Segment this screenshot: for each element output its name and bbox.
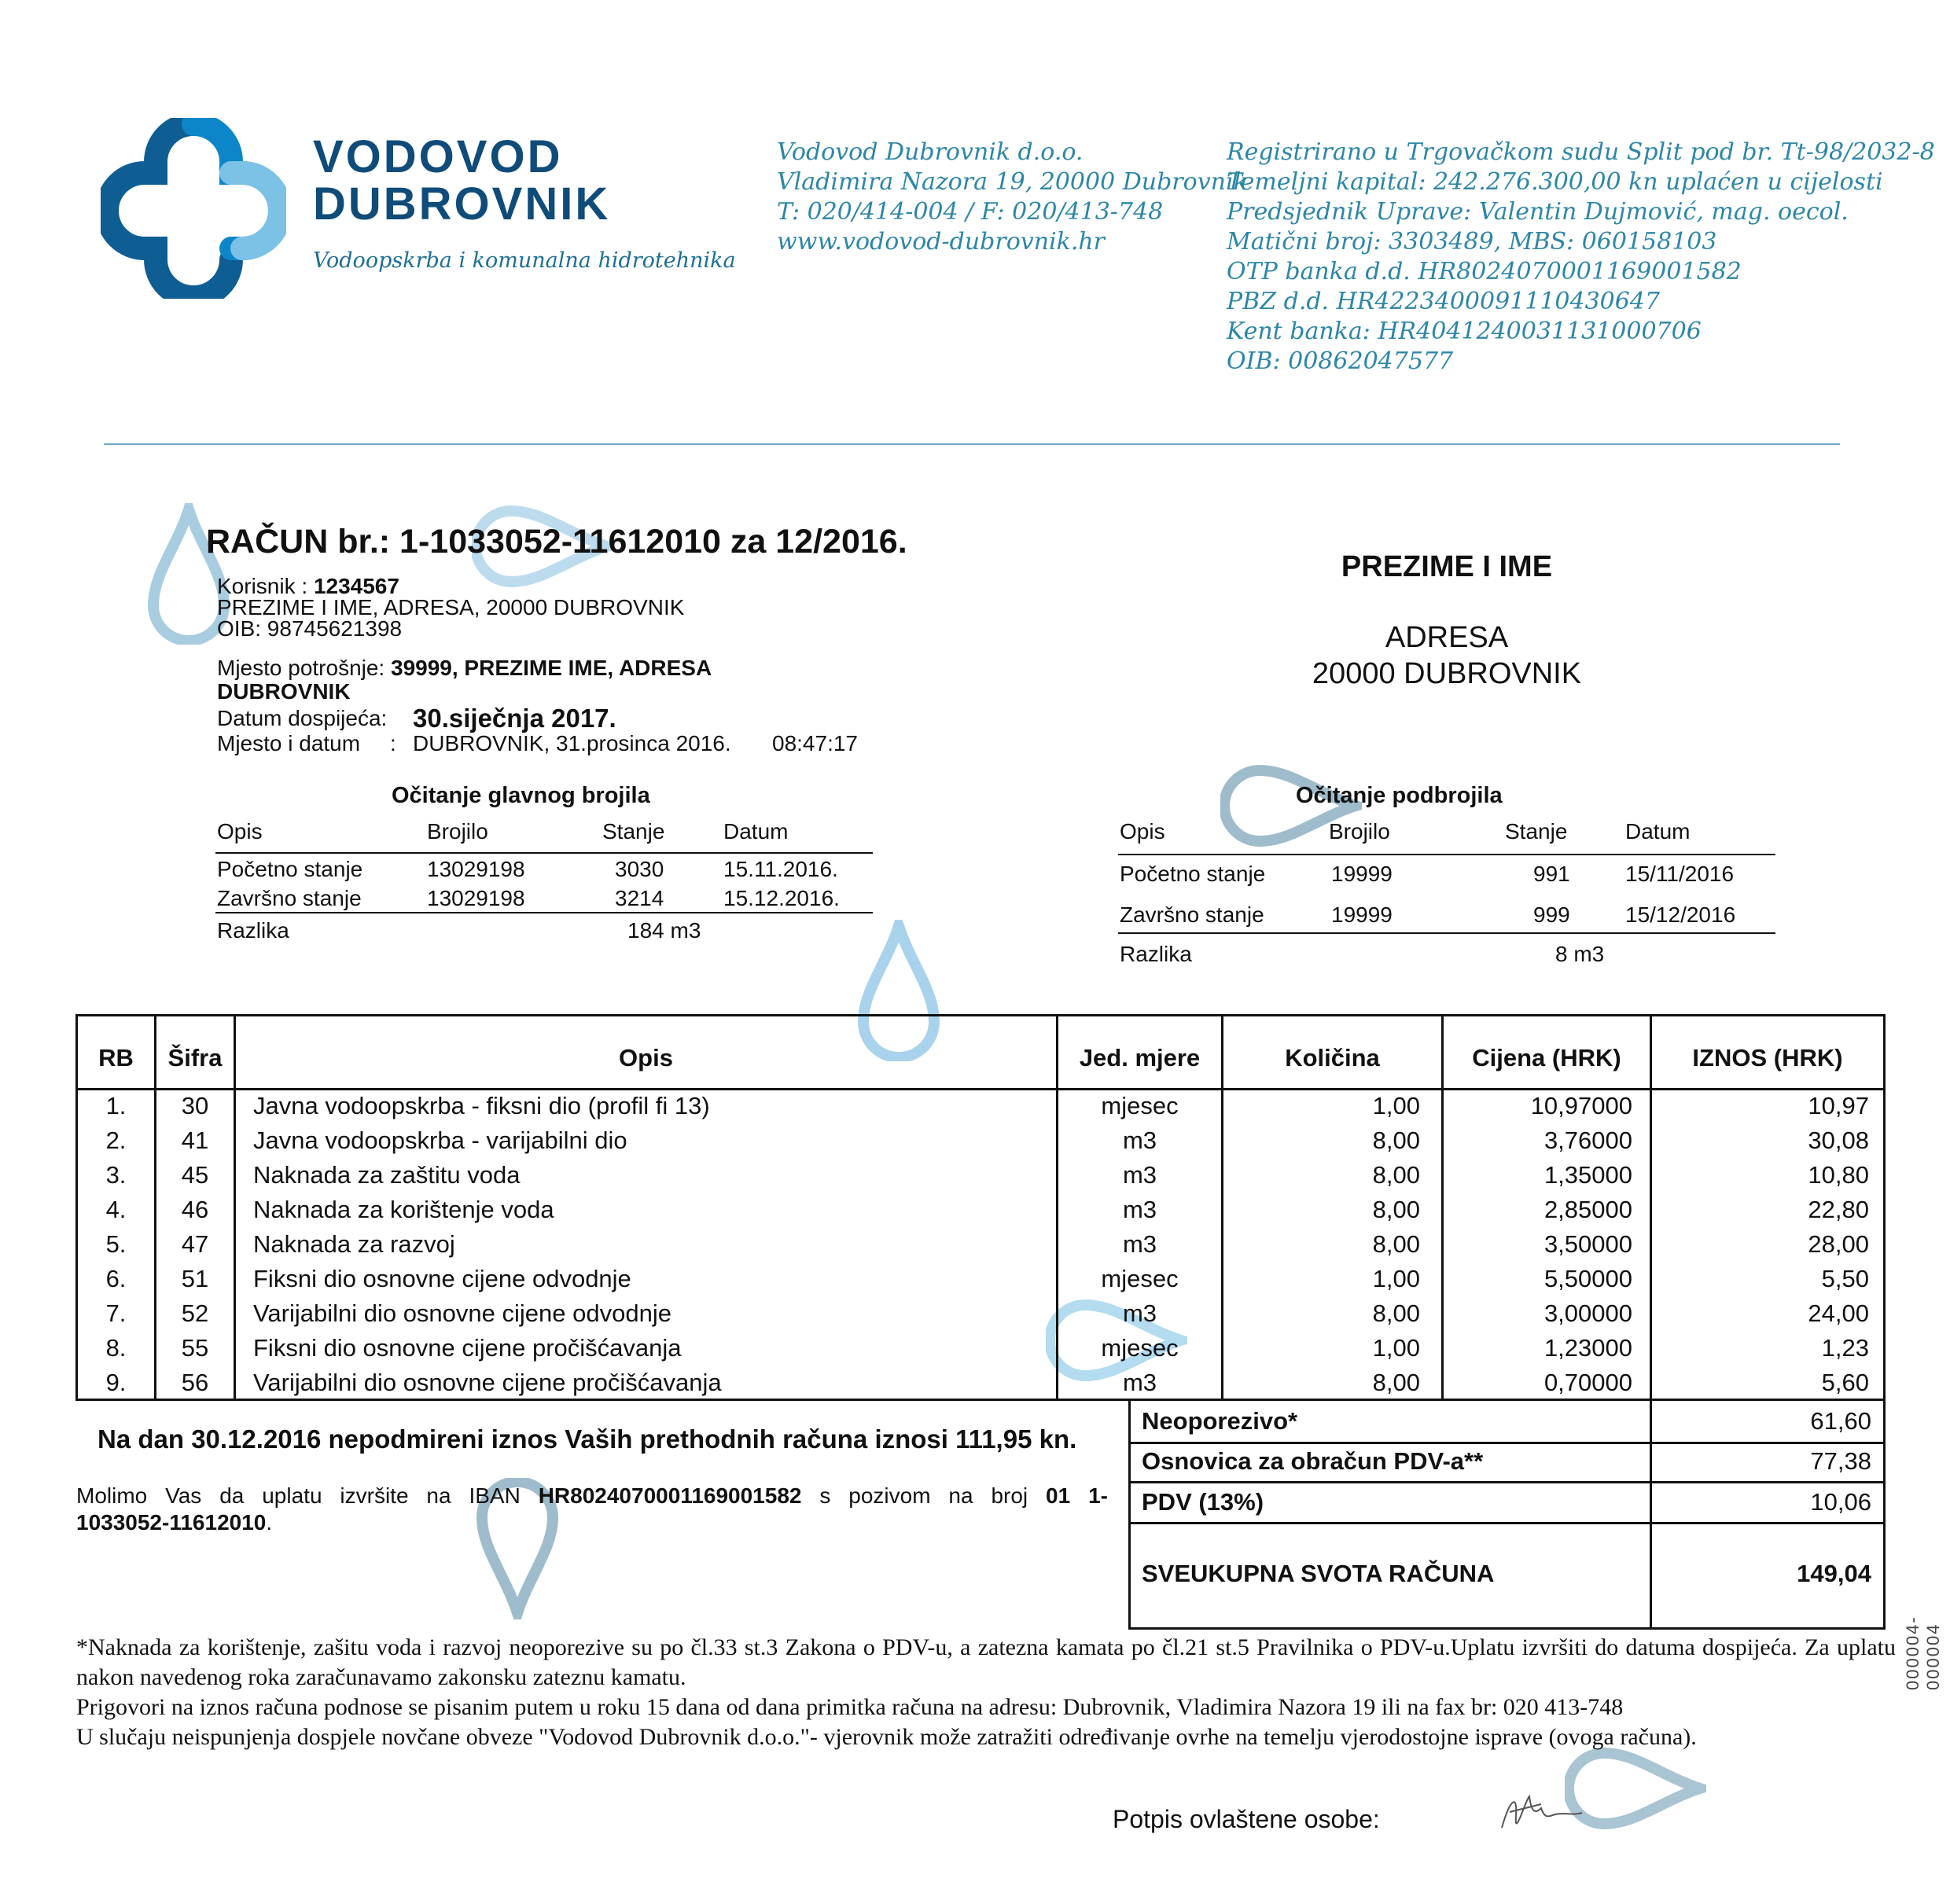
cell-cijena: 0,70000 [1543, 1369, 1632, 1396]
place-date-label: Mjesto i datum [217, 731, 361, 755]
main-meter-row-opis: Završno stanje [217, 886, 362, 910]
cell-kolicina: 8,00 [1372, 1369, 1420, 1396]
customer-block [217, 575, 684, 639]
korisnik-value: 1234567 [313, 574, 399, 598]
payment-end: . [266, 1510, 273, 1535]
main-meter-diff-value: 184 m3 [627, 918, 701, 943]
sub-meter-rule [1118, 854, 1775, 855]
col-header-iznos: IZNOS (HRK) [1692, 1044, 1843, 1071]
place-date-colon: : [390, 731, 396, 755]
cell-rb: 6. [105, 1265, 127, 1292]
sub-meter-row-stanje: 999 [1533, 902, 1570, 927]
osnovica-value: 77,38 [1810, 1447, 1871, 1475]
cell-sifra: 45 [181, 1161, 209, 1189]
cell-jed-mjere: m3 [1122, 1161, 1157, 1189]
table-border [75, 1014, 1886, 1016]
main-meter-header-stanje: Stanje [602, 819, 665, 844]
registry-line: PBZ d.d. HR4223400091110430647 [1227, 288, 1661, 315]
sub-meter-diff-value: 8 m3 [1555, 942, 1605, 966]
header-divider [104, 443, 1840, 445]
totals-border [1650, 1399, 1652, 1630]
cell-sifra: 51 [181, 1265, 209, 1292]
cell-cijena: 5,50000 [1543, 1265, 1632, 1292]
sub-meter-row-stanje: 991 [1533, 862, 1570, 886]
cell-jed-mjere: m3 [1122, 1127, 1157, 1154]
cell-opis: Naknada za razvoj [253, 1230, 455, 1258]
side-code: 000004-000004 [1903, 1615, 1943, 1690]
cell-iznos: 28,00 [1808, 1230, 1869, 1258]
payment-text: Molimo Vas da uplatu izvršite na IBAN [76, 1483, 539, 1508]
company-logo [101, 118, 286, 299]
cell-cijena: 3,50000 [1543, 1230, 1632, 1258]
cell-rb: 4. [105, 1196, 127, 1223]
main-meter-rule [215, 852, 873, 854]
main-meter-diff-label: Razlika [217, 918, 289, 943]
sub-meter-header-opis: Opis [1120, 819, 1165, 844]
cell-opis: Naknada za korištenje voda [253, 1196, 554, 1223]
cell-cijena: 10,97000 [1530, 1092, 1632, 1119]
main-meter-row-opis: Početno stanje [217, 857, 363, 881]
cell-iznos: 5,60 [1821, 1369, 1869, 1396]
registry-line: Kent banka: HR4041240031131000706 [1227, 318, 1702, 345]
payment-model: 01 [1046, 1483, 1071, 1508]
main-meter-row-brojilo: 13029198 [427, 857, 525, 881]
cell-rb: 2. [105, 1127, 127, 1154]
cell-rb: 5. [105, 1230, 127, 1258]
cell-rb: 1. [105, 1092, 127, 1119]
neoporezivo-value: 61,60 [1810, 1407, 1871, 1435]
sub-meter-header-stanje: Stanje [1505, 819, 1568, 844]
main-meter-row-datum: 15.11.2016. [723, 857, 838, 881]
prior-balance-notice: Na dan 30.12.2016 nepodmireni iznos Vaših prethodnih računa iznosi 111,95 kn. [98, 1424, 1077, 1454]
cell-rb: 7. [105, 1299, 127, 1327]
sub-meter-header-brojilo: Brojilo [1329, 819, 1390, 844]
cell-kolicina: 1,00 [1372, 1092, 1420, 1119]
company-name-line2: DUBROVNIK [313, 178, 611, 230]
payment-iban: HR8024070001169001582 [538, 1483, 802, 1508]
main-meter-title: Očitanje glavnog brojila [392, 783, 650, 808]
place-date-value: DUBROVNIK, 31.prosinca 2016. [413, 731, 731, 755]
sveukupno-value: 149,04 [1797, 1560, 1871, 1587]
osnovica-label: Osnovica za obračun PDV-a** [1142, 1447, 1484, 1475]
registry-line: Temeljni kapital: 242.276.300,00 kn uplaćen u cijelosti [1227, 168, 1883, 196]
cell-iznos: 10,80 [1808, 1161, 1869, 1189]
sub-meter-row-opis: Završno stanje [1120, 902, 1264, 927]
cell-opis: Varijabilni dio osnovne cijene odvodnje [253, 1299, 671, 1327]
mjesto-potrosnje-city: DUBROVNIK [217, 679, 351, 704]
cell-rb: 9. [105, 1369, 127, 1396]
table-border [1883, 1014, 1886, 1401]
invoice-title: RAČUN br.: 1-1033052-11612010 za 12/2016. [206, 523, 907, 561]
main-meter-header-datum: Datum [723, 819, 789, 844]
main-meter-rule [215, 912, 873, 913]
cell-kolicina: 1,00 [1372, 1265, 1420, 1292]
cell-opis: Fiksni dio osnovne cijene pročišćavanja [253, 1334, 682, 1362]
cell-sifra: 52 [181, 1299, 209, 1327]
payment-instructions [76, 1483, 1108, 1536]
due-date-value: 30.siječnja 2017. [413, 704, 616, 733]
customer-address: PREZIME I IME, ADRESA, 20000 DUBROVNIK [217, 595, 685, 619]
sub-meter-title: Očitanje podbrojila [1296, 783, 1503, 808]
registry-line: Predsjednik Uprave: Valentin Dujmović, mag. oecol. [1227, 198, 1849, 226]
col-header-opis: Opis [619, 1044, 673, 1071]
company-name-line1: VODOVOD [313, 131, 563, 182]
footnote-line: U slučaju neispunjenja dospjele novčane obveze "Vodovod Dubrovnik d.o.o."- vjerovnik može zatražiti određivanje ovrhe na temelju vjerodostojne isprave (ovoga računa). [76, 1724, 1697, 1750]
company-tagline: Vodoopskrba i komunalna hidrotehnika [313, 248, 736, 273]
col-header-rb: RB [98, 1044, 134, 1071]
cell-kolicina: 8,00 [1372, 1196, 1420, 1223]
cell-cijena: 1,35000 [1543, 1161, 1632, 1189]
pdv-label: PDV (13%) [1142, 1488, 1264, 1516]
sveukupno-label: SVEUKUPNA SVOTA RAČUNA [1142, 1560, 1495, 1587]
footnote-line: *Naknada za korištenje, zašitu voda i razvoj neoporezive su po čl.33 st.3 Zakona o PDV-u, a zatezna kamata po čl.21 st.5 Pravilnika o PDV-u.Uplatu izvršiti do datuma dospijeća. Za uplatu nakon navedenog roka zaračunavamo zakonsku zateznu kamatu. [76, 1634, 1896, 1690]
company-registry [1227, 138, 1935, 377]
col-header-cijena: Cijena (HRK) [1472, 1044, 1621, 1071]
cell-cijena: 3,00000 [1543, 1299, 1632, 1327]
cell-cijena: 2,85000 [1543, 1196, 1632, 1223]
consumption-block [217, 656, 712, 704]
sub-meter-row-datum: 15/12/2016 [1625, 902, 1736, 927]
registry-line: OIB: 00862047577 [1227, 347, 1454, 375]
mjesto-potrosnje-value: 39999, PREZIME IME, ADRESA [391, 656, 712, 680]
cell-opis: Naknada za zaštitu voda [253, 1161, 521, 1189]
cell-iznos: 24,00 [1808, 1299, 1869, 1327]
main-meter-row-datum: 15.12.2016. [723, 886, 840, 910]
main-meter-header-brojilo: Brojilo [427, 819, 488, 844]
sub-meter-row-datum: 15/11/2016 [1625, 862, 1735, 886]
signature-label: Potpis ovlaštene osobe: [1113, 1805, 1380, 1833]
cell-sifra: 56 [181, 1369, 209, 1396]
table-border [75, 1399, 1886, 1401]
cell-jed-mjere: mjesec [1101, 1265, 1179, 1292]
totals-border [1128, 1627, 1886, 1630]
totals-border [1883, 1399, 1886, 1630]
cell-jed-mjere: m3 [1122, 1369, 1157, 1396]
totals-border [1128, 1442, 1886, 1444]
contact-line: Vodovod Dubrovnik d.o.o. [777, 138, 1084, 166]
totals-border [1128, 1399, 1131, 1630]
mjesto-potrosnje-label: Mjesto potrošnje: [217, 656, 391, 680]
cell-jed-mjere: m3 [1122, 1299, 1157, 1327]
cell-opis: Javna vodoopskrba - fiksni dio (profil fi 13) [253, 1092, 710, 1119]
korisnik-label: Korisnik : [217, 574, 314, 598]
due-date-label: Datum dospijeća: [217, 706, 388, 730]
sub-meter-header-datum: Datum [1625, 819, 1691, 844]
recipient-name: PREZIME I IME [1341, 550, 1553, 583]
cell-jed-mjere: m3 [1122, 1196, 1157, 1223]
payment-text: s pozivom na broj [801, 1483, 1047, 1508]
main-meter-header-opis: Opis [217, 819, 263, 844]
cell-rb: 8. [105, 1334, 127, 1362]
sub-meter-rule [1118, 932, 1775, 934]
main-meter-row-brojilo: 13029198 [427, 886, 525, 910]
payment-reference: 1-1033052-11612010 [76, 1483, 1109, 1535]
cell-jed-mjere: mjesec [1101, 1334, 1179, 1362]
cell-kolicina: 8,00 [1372, 1127, 1420, 1154]
cell-rb: 3. [105, 1161, 127, 1189]
cell-opis: Varijabilni dio osnovne cijene pročišćavanja [253, 1369, 722, 1396]
table-border [75, 1088, 1886, 1090]
contact-line: www.vodovod-dubrovnik.hr [777, 228, 1106, 255]
cell-cijena: 3,76000 [1543, 1127, 1632, 1154]
cell-iznos: 1,23 [1821, 1334, 1869, 1362]
col-header-jed-mjere: Jed. mjere [1079, 1044, 1201, 1071]
cell-kolicina: 8,00 [1372, 1230, 1420, 1258]
cell-jed-mjere: mjesec [1101, 1092, 1179, 1119]
neoporezivo-label: Neoporezivo* [1142, 1407, 1298, 1435]
cell-kolicina: 8,00 [1372, 1299, 1420, 1327]
cell-iznos: 10,97 [1808, 1092, 1869, 1119]
cell-cijena: 1,23000 [1543, 1334, 1632, 1362]
cell-kolicina: 8,00 [1372, 1161, 1420, 1189]
cell-iznos: 5,50 [1821, 1265, 1869, 1292]
cell-sifra: 46 [181, 1196, 209, 1223]
sub-meter-row-brojilo: 19999 [1331, 902, 1393, 927]
cell-jed-mjere: m3 [1122, 1230, 1157, 1258]
contact-line: Vladimira Nazora 19, 20000 Dubrovnik [777, 168, 1248, 196]
col-header-sifra: Šifra [167, 1044, 223, 1071]
contact-line: T: 020/414-004 / F: 020/413-748 [777, 198, 1164, 226]
totals-border [1128, 1481, 1886, 1483]
water-drop-icon [855, 920, 942, 1061]
cell-sifra: 47 [181, 1230, 209, 1258]
sub-meter-diff-label: Razlika [1120, 942, 1192, 966]
signature-scribble [1494, 1785, 1588, 1843]
cell-sifra: 41 [181, 1127, 209, 1154]
footnote-line: Prigovori na iznos računa podnose se pisanim putem u roku 15 dana od dana primitka računa na adresu: Dubrovnik, Vladimira Nazora 19 ili na fax br: 020 413-748 [76, 1694, 1624, 1720]
sub-meter-row-brojilo: 19999 [1331, 862, 1393, 886]
company-name [313, 131, 611, 230]
sub-meter-row-opis: Početno stanje [1120, 862, 1266, 886]
registry-line: Matični broj: 3303489, MBS: 060158103 [1227, 228, 1717, 255]
cell-sifra: 30 [181, 1092, 209, 1119]
col-header-kolicina: Količina [1285, 1044, 1380, 1071]
cell-iznos: 30,08 [1808, 1127, 1869, 1154]
recipient-city: 20000 DUBROVNIK [1312, 657, 1582, 690]
recipient-address: ADRESA [1385, 621, 1509, 654]
main-meter-row-stanje: 3030 [615, 857, 664, 881]
registry-line: Registrirano u Trgovačkom sudu Split pod br. Tt-98/2032-8 [1227, 138, 1935, 166]
cell-opis: Fiksni dio osnovne cijene odvodnje [253, 1265, 631, 1292]
customer-oib: OIB: 98745621398 [217, 616, 403, 641]
totals-border [1128, 1522, 1886, 1524]
cell-sifra: 55 [181, 1334, 209, 1362]
company-contact [777, 138, 1248, 257]
cell-kolicina: 1,00 [1372, 1334, 1420, 1362]
main-meter-row-stanje: 3214 [615, 886, 664, 910]
registry-line: OTP banka d.d. HR8024070001169001582 [1227, 258, 1742, 285]
time-value: 08:47:17 [772, 731, 858, 755]
cell-iznos: 22,80 [1808, 1196, 1869, 1223]
footnotes [76, 1633, 1896, 1752]
cell-opis: Javna vodoopskrba - varijabilni dio [253, 1127, 627, 1154]
pdv-value: 10,06 [1810, 1488, 1871, 1516]
